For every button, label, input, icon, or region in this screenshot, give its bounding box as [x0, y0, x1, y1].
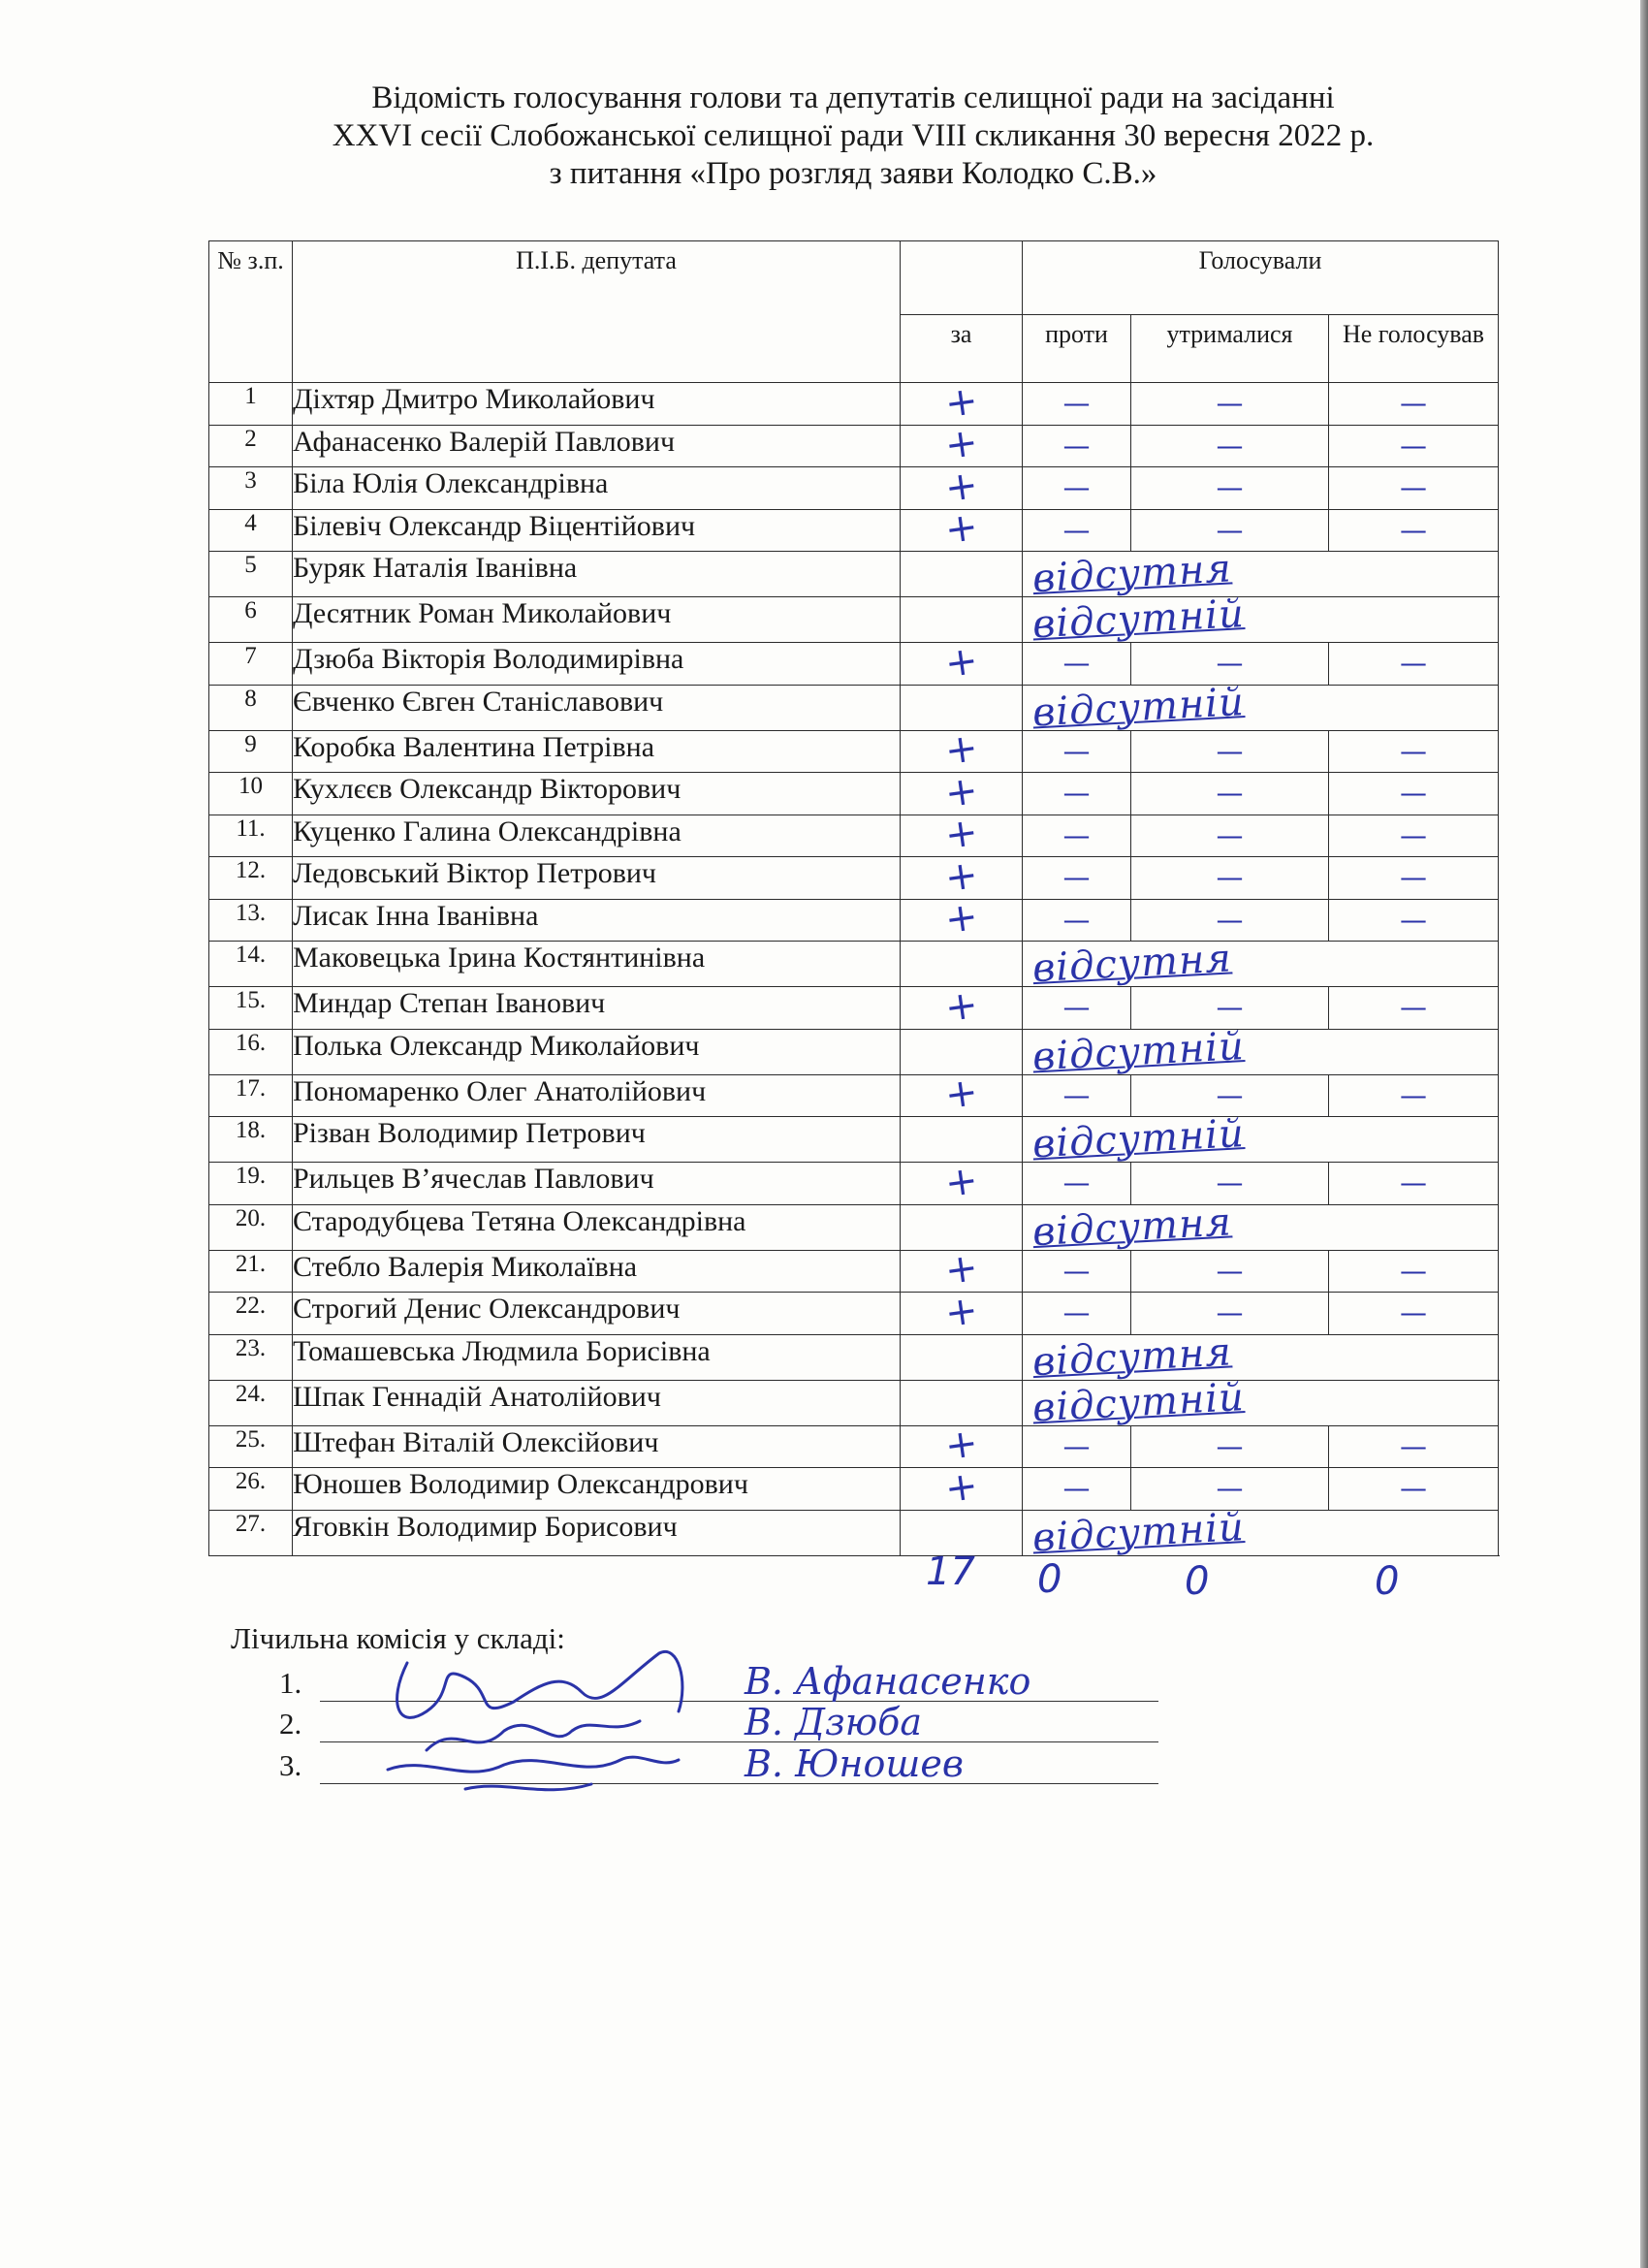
- vote-abstained-cell: [1131, 773, 1329, 815]
- deputy-name: Ледовський Віктор Петрович: [293, 857, 901, 900]
- dash-mark: —: [1062, 513, 1091, 546]
- vote-not-voted-cell: [1329, 1250, 1499, 1293]
- plus-mark: +: [941, 637, 981, 687]
- plus-mark: +: [941, 420, 981, 469]
- deputy-name: Юношев Володимир Олександрович: [293, 1468, 901, 1511]
- vote-for-cell: [901, 942, 1023, 987]
- dash-mark: —: [1400, 471, 1427, 504]
- table-row: [209, 597, 1499, 643]
- table-row: [209, 383, 1499, 426]
- dash-mark: —: [1400, 1296, 1427, 1329]
- deputy-name: Полька Олександр Миколайович: [293, 1029, 901, 1074]
- signature-1: [397, 1651, 682, 1717]
- row-number: 16.: [209, 1029, 293, 1074]
- dash-mark: —: [1400, 1254, 1427, 1287]
- vote-abstained-cell: [1131, 425, 1329, 467]
- total-for: 17: [926, 1549, 975, 1594]
- deputy-name: Стебло Валерія Миколаївна: [293, 1250, 901, 1293]
- dash-mark: —: [1216, 471, 1244, 504]
- vote-for-cell: [901, 894, 1023, 943]
- dash-mark: —: [1216, 991, 1244, 1024]
- deputy-name: Миндар Степан Іванович: [293, 987, 901, 1030]
- dash-mark: —: [1216, 818, 1244, 851]
- scan-edge: [1640, 0, 1648, 2268]
- table-row: [209, 1380, 1499, 1425]
- vote-abstained-cell: [1131, 1163, 1329, 1205]
- vote-abstained-cell: [1131, 643, 1329, 686]
- row-number: 1: [209, 383, 293, 426]
- row-number: 19.: [209, 1163, 293, 1205]
- vote-abstained-cell: [1131, 987, 1329, 1030]
- deputy-name: Пономаренко Олег Анатолійович: [293, 1074, 901, 1117]
- dash-mark: —: [1062, 1429, 1091, 1462]
- dash-mark: —: [1400, 734, 1427, 767]
- vote-for-cell: [901, 1070, 1023, 1119]
- dash-mark: —: [1062, 1472, 1091, 1505]
- row-number: 21.: [209, 1250, 293, 1293]
- table-body: [209, 377, 1499, 1560]
- row-number: 18.: [209, 1117, 293, 1163]
- deputy-name: Біла Юлія Олександрівна: [293, 467, 901, 510]
- table-row: [209, 773, 1499, 815]
- table-row: [209, 425, 1499, 467]
- absent-note: відсутній: [1030, 1504, 1246, 1560]
- absent-note: відсутня: [1030, 1198, 1233, 1255]
- vote-against-cell: [1023, 425, 1131, 467]
- vote-against-cell: [1023, 815, 1131, 857]
- table-row: [209, 1293, 1499, 1335]
- total-against: 0: [1037, 1557, 1062, 1602]
- absent-note: відсутня: [1030, 936, 1233, 992]
- absent-cell: [1023, 1023, 1499, 1079]
- row-number: 12.: [209, 857, 293, 900]
- vote-for-cell: [901, 810, 1023, 859]
- dash-mark: —: [1216, 903, 1244, 936]
- dash-mark: —: [1400, 387, 1427, 420]
- vote-not-voted-cell: [1329, 899, 1499, 942]
- dash-mark: —: [1400, 429, 1427, 462]
- vote-for-cell: [901, 420, 1023, 469]
- dash-mark: —: [1216, 387, 1244, 420]
- vote-against-cell: [1023, 857, 1131, 900]
- dash-mark: —: [1062, 647, 1091, 680]
- dash-mark: —: [1400, 1166, 1427, 1199]
- commission-label: Лічильна комісія у складі:: [231, 1621, 565, 1655]
- absent-note: відсутня: [1030, 1328, 1233, 1385]
- vote-abstained-cell: [1131, 857, 1329, 900]
- vote-not-voted-cell: [1329, 467, 1499, 510]
- signatures-scribble: [368, 1624, 717, 1818]
- deputy-name: Дзюба Вікторія Володимирівна: [293, 643, 901, 686]
- plus-mark: +: [941, 981, 981, 1031]
- vote-for-cell: [901, 1204, 1023, 1250]
- row-number: 20.: [209, 1204, 293, 1250]
- plus-mark: +: [941, 1421, 981, 1470]
- absent-note: відсутній: [1030, 679, 1246, 735]
- table-row: [209, 1510, 1499, 1555]
- vote-against-cell: [1023, 773, 1131, 815]
- vote-for-cell: [901, 981, 1023, 1031]
- dash-mark: —: [1400, 647, 1427, 680]
- signature-3: [388, 1757, 679, 1790]
- table-row: [209, 1117, 1499, 1163]
- member-index: 1.: [279, 1666, 302, 1700]
- vote-not-voted-cell: [1329, 1163, 1499, 1205]
- vote-for-cell: [901, 1421, 1023, 1470]
- dash-mark: —: [1062, 387, 1091, 420]
- absent-note: відсутній: [1030, 591, 1246, 648]
- absent-note: відсутня: [1030, 546, 1233, 602]
- header-abstained: утрималися: [1131, 315, 1329, 383]
- vote-against-cell: [1023, 899, 1131, 942]
- absent-cell: [1023, 1374, 1499, 1430]
- header-for: за: [901, 315, 1023, 383]
- vote-against-cell: [1023, 730, 1131, 773]
- table-row: [209, 942, 1499, 987]
- table-row: [209, 643, 1499, 686]
- row-number: 6: [209, 597, 293, 643]
- table-row: [209, 987, 1499, 1030]
- dash-mark: —: [1062, 991, 1091, 1024]
- row-number: 8: [209, 685, 293, 730]
- deputy-name: Десятник Роман Миколайович: [293, 597, 901, 643]
- vote-not-voted-cell: [1329, 857, 1499, 900]
- member-name-handwritten: В. Дзюба: [745, 1701, 923, 1743]
- dash-mark: —: [1400, 513, 1427, 546]
- vote-not-voted-cell: [1329, 987, 1499, 1030]
- vote-for-cell: [901, 1462, 1023, 1512]
- plus-mark: +: [941, 462, 981, 511]
- table-row: [209, 1425, 1499, 1468]
- absent-note: відсутній: [1030, 1111, 1246, 1167]
- vote-for-cell: [901, 377, 1023, 427]
- total-not-voted: 0: [1375, 1559, 1400, 1604]
- deputy-name: Євченко Євген Станіславович: [293, 685, 901, 730]
- vote-not-voted-cell: [1329, 1074, 1499, 1117]
- dash-mark: —: [1400, 991, 1427, 1024]
- vote-against-cell: [1023, 383, 1131, 426]
- vote-abstained-cell: [1131, 467, 1329, 510]
- vote-for-cell: [901, 1287, 1023, 1336]
- dash-mark: —: [1400, 777, 1427, 810]
- member-name-handwritten: В. Афанасенко: [745, 1660, 1031, 1703]
- header-against: проти: [1023, 315, 1131, 383]
- vote-not-voted-cell: [1329, 383, 1499, 426]
- vote-for-cell: [901, 637, 1023, 687]
- table-row: [209, 685, 1499, 730]
- vote-not-voted-cell: [1329, 730, 1499, 773]
- row-number: 15.: [209, 987, 293, 1030]
- row-number: 24.: [209, 1380, 293, 1425]
- vote-against-cell: [1023, 643, 1131, 686]
- row-number: 2: [209, 425, 293, 467]
- table-row: [209, 1163, 1499, 1205]
- absent-cell: [1023, 1111, 1499, 1167]
- row-number: 9: [209, 730, 293, 773]
- vote-not-voted-cell: [1329, 425, 1499, 467]
- absent-cell: [1023, 1504, 1499, 1560]
- vote-against-cell: [1023, 1163, 1131, 1205]
- table-row: [209, 730, 1499, 773]
- member-name-handwritten: В. Юношев: [745, 1742, 964, 1785]
- plus-mark: +: [941, 1070, 981, 1119]
- vote-for-cell: [901, 1510, 1023, 1555]
- dash-mark: —: [1216, 647, 1244, 680]
- document-title: [0, 80, 1648, 193]
- absent-note: відсутній: [1030, 1023, 1246, 1079]
- plus-mark: +: [941, 767, 981, 816]
- header-not-voted: Не голосував: [1329, 315, 1499, 383]
- row-number: 23.: [209, 1334, 293, 1380]
- vote-for-cell: [901, 1380, 1023, 1425]
- row-number: 5: [209, 552, 293, 597]
- table-row: [209, 857, 1499, 900]
- absent-cell: [1023, 1328, 1499, 1385]
- dash-mark: —: [1400, 861, 1427, 894]
- vote-against-cell: [1023, 1468, 1131, 1511]
- plus-mark: +: [941, 894, 981, 943]
- deputy-name: Яговкін Володимир Борисович: [293, 1510, 901, 1555]
- dash-mark: —: [1400, 1472, 1427, 1505]
- row-number: 17.: [209, 1074, 293, 1117]
- member-index: 3.: [279, 1748, 302, 1782]
- vote-against-cell: [1023, 467, 1131, 510]
- deputy-name: Буряк Наталія Іванівна: [293, 552, 901, 597]
- vote-for-cell: [901, 685, 1023, 730]
- vote-not-voted-cell: [1329, 509, 1499, 552]
- table-row: [209, 1468, 1499, 1511]
- row-number: 11.: [209, 815, 293, 857]
- title-line-1: Відомість голосування голови та депутатів селищної ради на засіданні: [371, 80, 1335, 115]
- dash-mark: —: [1216, 1296, 1244, 1329]
- vote-for-cell: [901, 1117, 1023, 1163]
- header-blank: [901, 241, 1023, 315]
- dash-mark: —: [1216, 861, 1244, 894]
- row-number: 14.: [209, 942, 293, 987]
- vote-against-cell: [1023, 1250, 1131, 1293]
- absent-note: відсутній: [1030, 1374, 1246, 1430]
- table-row: [209, 509, 1499, 552]
- row-number: 22.: [209, 1293, 293, 1335]
- vote-abstained-cell: [1131, 1468, 1329, 1511]
- dash-mark: —: [1062, 903, 1091, 936]
- dash-mark: —: [1216, 1472, 1244, 1505]
- dash-mark: —: [1062, 471, 1091, 504]
- vote-against-cell: [1023, 1425, 1131, 1468]
- plus-mark: +: [941, 504, 981, 554]
- dash-mark: —: [1062, 777, 1091, 810]
- dash-mark: —: [1400, 1078, 1427, 1111]
- dash-mark: —: [1062, 1078, 1091, 1111]
- deputy-name: Лисак Інна Іванівна: [293, 899, 901, 942]
- header-number: № з.п.: [209, 241, 293, 383]
- dash-mark: —: [1400, 1429, 1427, 1462]
- vote-against-cell: [1023, 1074, 1131, 1117]
- dash-mark: —: [1216, 429, 1244, 462]
- deputy-name: Діхтяр Дмитро Миколайович: [293, 383, 901, 426]
- dash-mark: —: [1062, 1166, 1091, 1199]
- table-row: [209, 1074, 1499, 1117]
- vote-for-cell: [901, 1334, 1023, 1380]
- row-number: 25.: [209, 1425, 293, 1468]
- vote-not-voted-cell: [1329, 773, 1499, 815]
- vote-for-cell: [901, 552, 1023, 597]
- deputy-name: Шпак Геннадій Анатолійович: [293, 1380, 901, 1425]
- vote-against-cell: [1023, 509, 1131, 552]
- deputy-name: Рильцев В’ячеслав Павлович: [293, 1163, 901, 1205]
- deputy-name: Маковецька Ірина Костянтинівна: [293, 942, 901, 987]
- table-row: [209, 1334, 1499, 1380]
- vote-for-cell: [901, 1157, 1023, 1206]
- row-number: 10: [209, 773, 293, 815]
- row-number: 27.: [209, 1510, 293, 1555]
- row-number: 4: [209, 509, 293, 552]
- plus-mark: +: [941, 1287, 981, 1336]
- total-abstained: 0: [1185, 1559, 1210, 1604]
- dash-mark: —: [1062, 429, 1091, 462]
- dash-mark: —: [1062, 1254, 1091, 1287]
- row-number: 26.: [209, 1468, 293, 1511]
- vote-abstained-cell: [1131, 509, 1329, 552]
- vote-abstained-cell: [1131, 899, 1329, 942]
- vote-for-cell: [901, 767, 1023, 816]
- vote-for-cell: [901, 851, 1023, 901]
- vote-abstained-cell: [1131, 1425, 1329, 1468]
- vote-not-voted-cell: [1329, 1468, 1499, 1511]
- row-number: 13.: [209, 899, 293, 942]
- vote-for-cell: [901, 1245, 1023, 1294]
- table-row: [209, 1250, 1499, 1293]
- plus-mark: +: [941, 851, 981, 901]
- dash-mark: —: [1216, 1429, 1244, 1462]
- vote-abstained-cell: [1131, 1293, 1329, 1335]
- plus-mark: +: [941, 725, 981, 775]
- plus-mark: +: [941, 1462, 981, 1512]
- table-row: [209, 467, 1499, 510]
- dash-mark: —: [1216, 513, 1244, 546]
- title-line-2: XXVI сесії Слобожанської селищної ради VIII скликання 30 вересня 2022 р.: [332, 118, 1375, 153]
- plus-mark: +: [941, 810, 981, 859]
- header-name: П.І.Б. депутата: [293, 241, 901, 383]
- vote-for-cell: [901, 597, 1023, 643]
- deputy-name: Афанасенко Валерій Павлович: [293, 425, 901, 467]
- table-row: [209, 1029, 1499, 1074]
- member-index: 2.: [279, 1707, 302, 1741]
- dash-mark: —: [1062, 734, 1091, 767]
- deputy-name: Штефан Віталій Олексійович: [293, 1425, 901, 1468]
- deputy-name: Стародубцева Тетяна Олександрівна: [293, 1204, 901, 1250]
- deputy-name: Різван Володимир Петрович: [293, 1117, 901, 1163]
- dash-mark: —: [1216, 1254, 1244, 1287]
- absent-cell: [1023, 936, 1499, 992]
- dash-mark: —: [1400, 903, 1427, 936]
- deputy-name: Куценко Галина Олександрівна: [293, 815, 901, 857]
- table-row: [209, 899, 1499, 942]
- plus-mark: +: [941, 1245, 981, 1294]
- vote-not-voted-cell: [1329, 643, 1499, 686]
- header-voted: Голосували: [1023, 241, 1499, 315]
- vote-for-cell: [901, 1029, 1023, 1074]
- vote-against-cell: [1023, 987, 1131, 1030]
- voting-table: [208, 240, 1499, 1560]
- dash-mark: —: [1216, 734, 1244, 767]
- signature-2: [427, 1721, 640, 1750]
- absent-cell: [1023, 679, 1499, 735]
- absent-cell: [1023, 591, 1499, 648]
- vote-not-voted-cell: [1329, 815, 1499, 857]
- row-number: 7: [209, 643, 293, 686]
- dash-mark: —: [1062, 861, 1091, 894]
- dash-mark: —: [1400, 818, 1427, 851]
- vote-abstained-cell: [1131, 815, 1329, 857]
- table-row: [209, 1204, 1499, 1250]
- vote-for-cell: [901, 725, 1023, 775]
- deputy-name: Строгий Денис Олександрович: [293, 1293, 901, 1335]
- vote-abstained-cell: [1131, 1250, 1329, 1293]
- absent-cell: [1023, 546, 1499, 602]
- vote-not-voted-cell: [1329, 1293, 1499, 1335]
- vote-abstained-cell: [1131, 1074, 1329, 1117]
- title-line-3: з питання «Про розгляд заяви Колодко С.В.»: [549, 156, 1157, 191]
- deputy-name: Томашевська Людмила Борисівна: [293, 1334, 901, 1380]
- dash-mark: —: [1062, 1296, 1091, 1329]
- table-row: [209, 815, 1499, 857]
- vote-for-cell: [901, 504, 1023, 554]
- vote-abstained-cell: [1131, 730, 1329, 773]
- dash-mark: —: [1062, 818, 1091, 851]
- vote-against-cell: [1023, 1293, 1131, 1335]
- dash-mark: —: [1216, 1078, 1244, 1111]
- deputy-name: Кухлєєв Олександр Вікторович: [293, 773, 901, 815]
- vote-not-voted-cell: [1329, 1425, 1499, 1468]
- absent-cell: [1023, 1198, 1499, 1255]
- dash-mark: —: [1216, 1166, 1244, 1199]
- deputy-name: Коробка Валентина Петрівна: [293, 730, 901, 773]
- dash-mark: —: [1216, 777, 1244, 810]
- table-row: [209, 552, 1499, 597]
- plus-mark: +: [941, 1157, 981, 1206]
- deputy-name: Білевіч Олександр Віцентійович: [293, 509, 901, 552]
- vote-abstained-cell: [1131, 383, 1329, 426]
- vote-for-cell: [901, 462, 1023, 511]
- row-number: 3: [209, 467, 293, 510]
- plus-mark: +: [941, 377, 981, 427]
